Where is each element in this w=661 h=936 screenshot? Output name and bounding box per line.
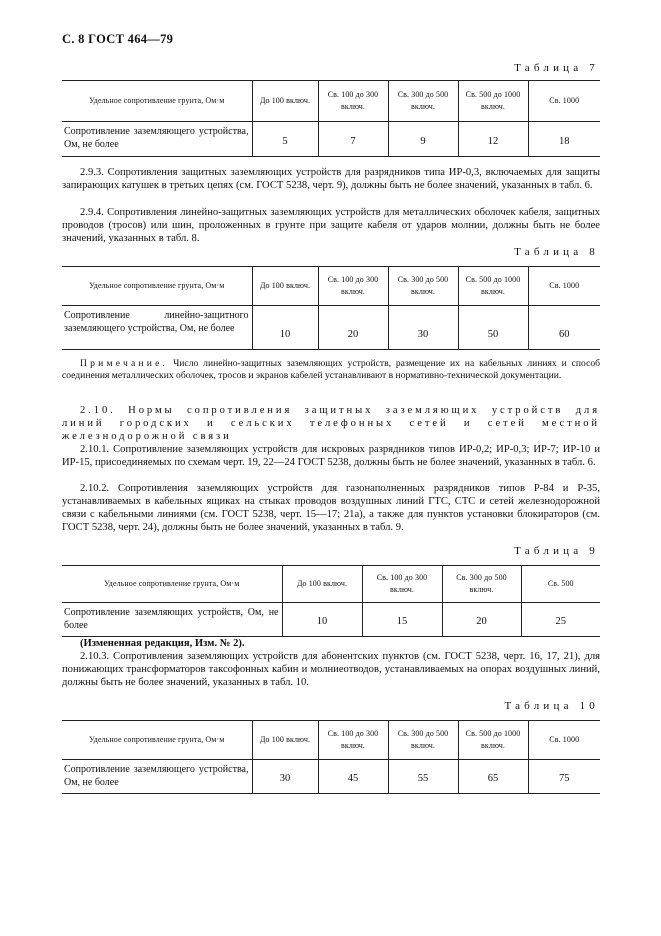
table-7-caption: Таблица 7 <box>514 62 599 74</box>
table-cell: 15 <box>362 603 442 637</box>
table-row-label: Сопротивление линейно-защитного заземляющего устройства, Ом, не более <box>62 306 252 350</box>
table-header-cell: Св. 100 до 300 включ. <box>318 267 388 306</box>
table-header-cell: Св. 500 до 1000 включ. <box>458 81 528 122</box>
table-header-cell: До 100 включ. <box>252 81 318 122</box>
table-cell: 60 <box>528 306 600 350</box>
table-cell: 45 <box>318 760 388 794</box>
note-label: Примечание. <box>80 358 169 369</box>
table-header-cell: Св. 500 до 1000 включ. <box>458 267 528 306</box>
section-2-10-heading: 2.10. Нормы сопротивления защитных заземляющих устройств для линий городских и сельских телефонных сетей и сетей местной железнодорожной связи <box>62 405 600 443</box>
table-header-cell: Удельное сопротивление грунта, Ом·м <box>62 81 252 122</box>
table-header-cell: До 100 включ. <box>282 566 362 603</box>
table-header-cell: Св. 1000 <box>528 267 600 306</box>
table-cell: 10 <box>282 603 362 637</box>
table-cell: 55 <box>388 760 458 794</box>
table-9-caption: Таблица 9 <box>514 545 599 557</box>
table-header-cell: Св. 1000 <box>528 81 600 122</box>
note-text: Число линейно-защитных заземляющих устройств, размещение их на кабельных линиях и способ соединения металлических оболочек, тросов и экранов кабелей устанавливают в нормативно-технической документации. <box>62 358 600 382</box>
paragraph-2-10-2: 2.10.2. Сопротивления заземляющих устройств для газонаполненных разрядников типов Р-84 и Р-35, устанавливаемых в кабельных ящиках на стыках проводов воздушных линий ГТС, СТС и сетей железнодорожной связи с кабельными линиями (см. ГОСТ 5238, черт. 15—17; 21а), а также для пунктов установки блокираторов (см. ГОСТ 5238, черт. 24), должны быть не более значений, указанных в табл. 9. <box>62 483 600 534</box>
paragraph-2-10-3: 2.10.3. Сопротивления заземляющих устройств для абонентских пунктов (см. ГОСТ 5238, черт. 16, 17, 21), для понижающих трансформаторов таксофонных кабин и молниеотводов, устанавливаемых на опорах воздушных линий, должны быть не более значений, указанных в табл. 10. <box>62 651 600 689</box>
table-header-cell: Удельное сопротивление грунта, Ом·м <box>62 721 252 760</box>
table-cell: 5 <box>252 122 318 157</box>
table-row-label: Сопротивление заземляющего устройства, Ом, не более <box>62 122 252 157</box>
page-header: С. 8 ГОСТ 464—79 <box>62 32 174 46</box>
table-header-cell: Св. 100 до 300 включ. <box>362 566 442 603</box>
table-cell: 7 <box>318 122 388 157</box>
table-10-caption: Таблица 10 <box>504 700 599 712</box>
note-paragraph <box>62 358 600 382</box>
table-cell: 25 <box>521 603 600 637</box>
table-cell: 50 <box>458 306 528 350</box>
table-7 <box>62 80 600 157</box>
table-header-cell: Св. 100 до 300 включ. <box>318 721 388 760</box>
table-cell: 30 <box>252 760 318 794</box>
paragraph-2-10-1: 2.10.1. Сопротивление заземляющих устройств для искровых разрядников типов ИР-0,2; ИР-0,3; ИР-7; ИР-10 и ИР-15, присоединяемых по схемам черт. 19, 22—24 ГОСТ 5238, должны быть не более значений, указанных в табл. 6. <box>62 444 600 469</box>
table-header-cell: Св. 300 до 500 включ. <box>388 267 458 306</box>
table-header-cell: Удельное сопротивление грунта, Ом·м <box>62 566 282 603</box>
table-10 <box>62 720 600 794</box>
table-cell: 20 <box>442 603 521 637</box>
table-cell: 65 <box>458 760 528 794</box>
table-cell: 30 <box>388 306 458 350</box>
table-header-cell: Св. 300 до 500 включ. <box>442 566 521 603</box>
table-header-cell: До 100 включ. <box>252 721 318 760</box>
table-header-cell: Св. 1000 <box>528 721 600 760</box>
table-8 <box>62 266 600 350</box>
table-header-cell: Св. 300 до 500 включ. <box>388 721 458 760</box>
table-cell: 12 <box>458 122 528 157</box>
table-header-cell: Св. 500 до 1000 включ. <box>458 721 528 760</box>
table-cell: 9 <box>388 122 458 157</box>
revision-note: (Измененная редакция, Изм. № 2). <box>80 638 245 649</box>
table-header-cell: Св. 100 до 300 включ. <box>318 81 388 122</box>
table-cell: 20 <box>318 306 388 350</box>
paragraph-2-9-4: 2.9.4. Сопротивления линейно-защитных заземляющих устройств для металлических оболочек кабеля, защитных проводов (тросов) или шин, проложенных в грунте при защите кабеля от ударов молнии, должны быть не более значений, указанных в табл. 8. <box>62 207 600 245</box>
table-cell: 75 <box>528 760 600 794</box>
table-header-cell: Св. 300 до 500 включ. <box>388 81 458 122</box>
table-cell: 10 <box>252 306 318 350</box>
table-row-label: Сопротивление заземляющего устройства, Ом, не более <box>62 760 252 794</box>
table-9 <box>62 565 600 637</box>
table-row-label: Сопротивление заземляющих устройств, Ом, не более <box>62 603 282 637</box>
table-cell: 18 <box>528 122 600 157</box>
paragraph-2-9-3: 2.9.3. Сопротивления защитных заземляющих устройств для разрядников типа ИР-0,3, включаемых для защиты запирающих катушек в третьих цепях (см. ГОСТ 5238, черт. 9), должны быть не более значений, указанных в табл. 6. <box>62 167 600 192</box>
table-header-cell: Удельное сопротивление грунта, Ом·м <box>62 267 252 306</box>
table-header-cell: Св. 500 <box>521 566 600 603</box>
table-8-caption: Таблица 8 <box>514 246 599 258</box>
table-header-cell: До 100 включ. <box>252 267 318 306</box>
